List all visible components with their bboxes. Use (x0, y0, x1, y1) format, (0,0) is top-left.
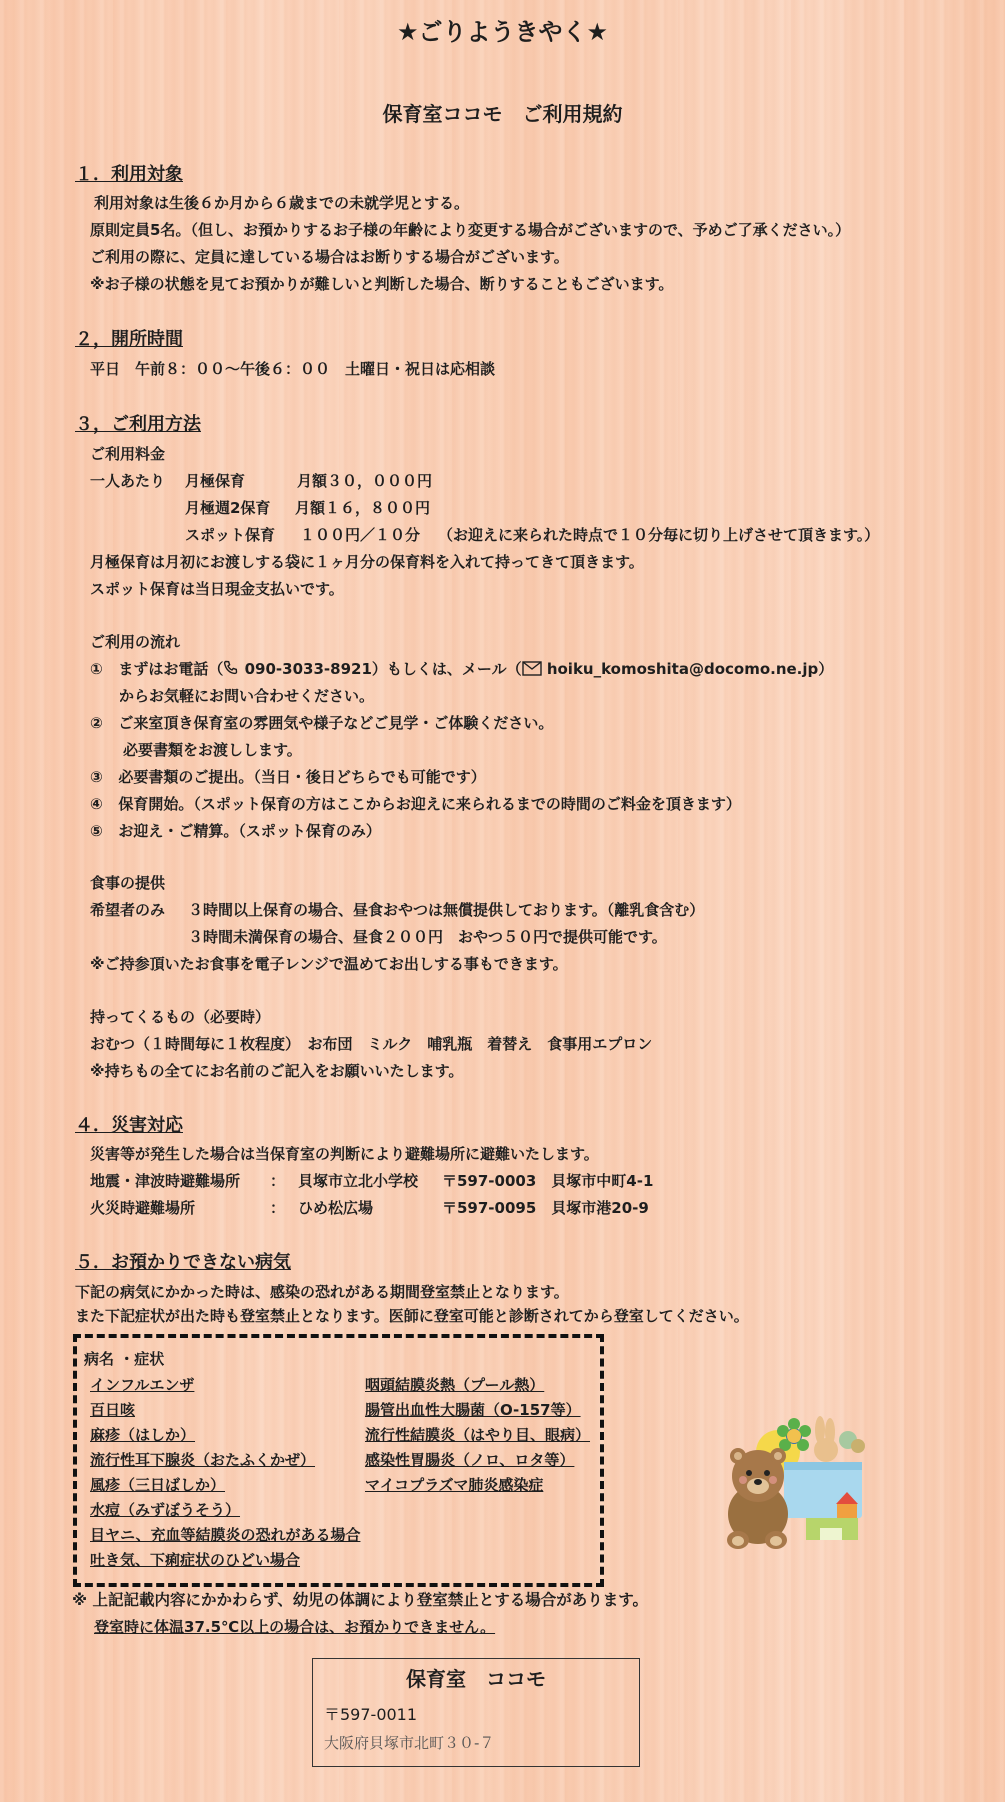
meal-line: ３時間未満保育の場合、昼食２００円 おやつ５０円で提供可能です。 (188, 928, 667, 946)
flow-step-3-text: 必要書類のご提出。（当日・後日どちらでも可能です） (118, 768, 486, 786)
flow-label: ご利用の流れ (90, 633, 181, 651)
flow-number: ⑤ (90, 822, 103, 840)
fee-label: ご利用料金 (90, 445, 166, 463)
flow-step-1-cont: からお気軽にお問い合わせください。 (119, 687, 375, 705)
email-address: hoiku_komoshita@docomo.ne.jp (546, 660, 819, 678)
page-subtitle: 保育室ココモ ご利用規約 (382, 102, 623, 126)
flow-step-5-text: お迎え・ご精算。（スポット保育のみ） (118, 822, 381, 840)
meal-who: 希望者のみ (90, 901, 166, 919)
postal-code: 〒597-0011 (324, 1705, 418, 1724)
illness-intro: 下記の病気にかかった時は、感染の恐れがある期間登室禁止となります。 (75, 1283, 569, 1301)
s1-line: 原則定員5名。（但し、お預かりするお子様の年齢により変更する場合がございますので、予めご了承ください。） (90, 221, 851, 239)
fee-price: 月額３０，０００円 (297, 472, 433, 490)
evac-place: ひめ松広場 (298, 1199, 374, 1217)
illness-item: 水痘（みずぼうそう） (90, 1501, 241, 1519)
flow-step-5 (90, 821, 381, 841)
mail-icon (522, 661, 542, 681)
flow-number: ① (90, 660, 103, 678)
fee-name: スポット保育 (185, 526, 276, 544)
section-3-heading: ３，ご利用方法 (75, 414, 201, 435)
s1-line: ※お子様の状態を見てお預かりが難しいと判断した場合、断りすることもございます。 (90, 275, 674, 293)
illness-item: インフルエンザ (90, 1376, 195, 1394)
bring-line: おむつ（１時間毎に１枚程度） お布団 ミルク 哺乳瓶 着替え 食事用エプロン (90, 1035, 653, 1053)
flow-number: ② (90, 714, 103, 732)
bring-label: 持ってくるもの（必要時） (90, 1008, 271, 1026)
evac-address: 〒597-0095 貝塚市港20-9 (442, 1199, 649, 1217)
evac-sep: ： (270, 1172, 286, 1190)
fee-price: １００円／１０分 (300, 526, 421, 544)
evac-label: 火災時避難場所 (90, 1199, 196, 1217)
bear-toys-illustration (716, 1410, 876, 1555)
evac-place: 貝塚市立北小学校 (298, 1172, 419, 1190)
evac-sep: ： (270, 1199, 286, 1217)
illness-item: 風疹（三日ばしか） (90, 1476, 226, 1494)
s1-line: ご利用の際に、定員に達している場合はお断りする場合がございます。 (90, 248, 569, 266)
phone-number: 090-3033-8921 (244, 660, 372, 678)
s1-line: 利用対象は生後６か月から６歳までの未就学児とする。 (94, 194, 470, 212)
section-5-heading: ５．お預かりできない病気 (75, 1252, 291, 1273)
fee-name: 月極保育 (185, 472, 246, 490)
illness-item: 流行性耳下腺炎（おたふくかぜ） (90, 1451, 316, 1469)
illness-item: 吐き気、下痢症状のひどい場合 (90, 1551, 301, 1569)
flow-step-4 (90, 794, 741, 814)
section-2-heading: ２，開所時間 (75, 329, 183, 350)
bring-note: ※持ちもの全てにお名前のご記入をお願いいたします。 (90, 1062, 464, 1080)
illness-box-header: 病名 ・症状 (84, 1350, 165, 1368)
illness-item: 目ヤニ、充血等結膜炎の恐れがある場合 (90, 1526, 361, 1544)
meal-label: 食事の提供 (90, 874, 166, 892)
temperature-note: 登室時に体温37.5℃以上の場合は、お預かりできません。 (94, 1618, 496, 1636)
flow-step-1-post: ） (818, 660, 834, 678)
fee-name: 月極週2保育 (185, 499, 271, 517)
evac-label: 地震・津波時避難場所 (90, 1172, 241, 1190)
fee-note-line: 月極保育は月初にお渡しする袋に１ヶ月分の保育料を入れて持ってきて頂きます。 (90, 553, 644, 571)
fee-note-line: スポット保育は当日現金支払いです。 (90, 580, 344, 598)
opening-hours: 平日 午前８：００～午後６：００ 土曜日・祝日は応相談 (90, 360, 496, 378)
phone-icon (223, 660, 239, 681)
facility-address: 大阪府貝塚市北町３０-７ (324, 1734, 495, 1752)
flow-step-2-cont: 必要書類をお渡しします。 (123, 741, 302, 759)
evac-address: 〒597-0003 貝塚市中町4-1 (442, 1172, 654, 1190)
illness-item: 流行性結膜炎（はやり目、眼病） (365, 1426, 591, 1444)
flow-step-2 (90, 713, 553, 733)
flow-step-3 (90, 767, 486, 787)
flow-step-1-pre: まずはお電話（ (118, 660, 224, 678)
page-title: ★ごりようきやく★ (396, 18, 609, 46)
section-4-heading: ４．災害対応 (75, 1115, 183, 1136)
flow-step-2-text: ご来室頂き保育室の雰囲気や様子などご見学・ご体験ください。 (118, 714, 554, 732)
meal-note: ※ご持参頂いたお食事を電子レンジで温めてお出しする事もできます。 (90, 955, 568, 973)
disaster-intro: 災害等が発生した場合は当保育室の判断により避難場所に避難いたします。 (90, 1145, 599, 1163)
flow-step-1 (90, 659, 833, 681)
flow-step-4-text: 保育開始。（スポット保育の方はここからお迎えに来られるまでの時間のご料金を頂きます） (118, 795, 741, 813)
flow-step-1-mid: ）もしくは、メール（ (371, 660, 522, 678)
illness-item: マイコプラズマ肺炎感染症 (365, 1476, 544, 1494)
illness-item: 咽頭結膜炎熱（プール熱） (365, 1376, 545, 1394)
illness-item: 麻疹（はしか） (90, 1426, 196, 1444)
flow-number: ④ (90, 795, 103, 813)
illness-item: 百日咳 (90, 1401, 136, 1419)
per-person-label: 一人あたり (90, 472, 166, 490)
meal-line: ３時間以上保育の場合、昼食おやつは無償提供しております。（離乳食含む） (188, 901, 705, 919)
fee-price: 月額１６，８００円 (295, 499, 431, 517)
illness-intro: また下記症状が出た時も登室禁止となります。医師に登室可能と診断されてから登室してください。 (75, 1307, 749, 1325)
fee-note: （お迎えに来られた時点で１０分毎に切り上げさせて頂きます。） (438, 526, 880, 544)
flow-number: ③ (90, 768, 103, 786)
illness-note: ※ 上記記載内容にかかわらず、幼児の体調により登室禁止とする場合があります。 (72, 1591, 648, 1609)
illness-item: 感染性胃腸炎（ノロ、ロタ等） (365, 1451, 575, 1469)
section-1-heading: １．利用対象 (75, 164, 183, 185)
facility-name: 保育室 ココモ (406, 1667, 546, 1691)
illness-item: 腸管出血性大腸菌（O-157等） (365, 1401, 581, 1419)
